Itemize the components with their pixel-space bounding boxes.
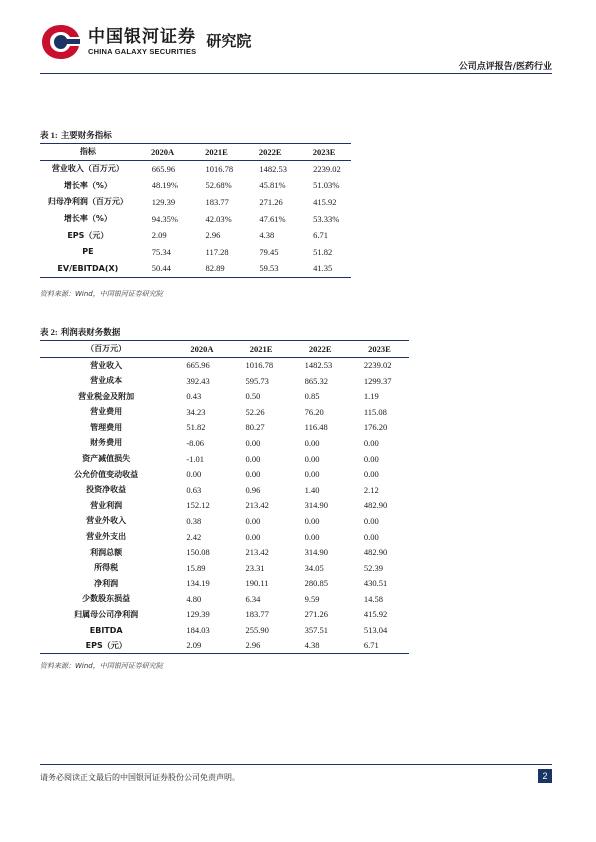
income-statement-table bbox=[40, 340, 409, 654]
table-cell: 23.31 bbox=[245, 562, 265, 573]
row-label: EBITDA bbox=[89, 625, 123, 635]
row-label: 公允价值变动收益 bbox=[74, 469, 139, 479]
row-label: 所得税 bbox=[94, 563, 119, 573]
table-cell: 94.35% bbox=[151, 213, 178, 224]
table-cell: 213.42 bbox=[245, 547, 269, 558]
table-row bbox=[40, 177, 351, 194]
row-label: EPS（元） bbox=[67, 230, 109, 240]
table-cell: 0.00 bbox=[304, 469, 320, 480]
table-cell: 52.68% bbox=[205, 180, 232, 191]
table-cell: 213.42 bbox=[245, 500, 269, 511]
table-row bbox=[40, 466, 409, 482]
table-cell: 1299.37 bbox=[363, 375, 392, 386]
table-cell: 76.20 bbox=[304, 406, 324, 417]
table-cell: 176.20 bbox=[363, 422, 388, 433]
table-cell: 2.42 bbox=[186, 531, 202, 542]
table-cell: -1.01 bbox=[186, 453, 205, 464]
row-label: 管理费用 bbox=[90, 422, 123, 432]
table-cell: 0.00 bbox=[186, 469, 202, 480]
table-row bbox=[40, 260, 351, 277]
table-cell: 2.96 bbox=[205, 230, 221, 241]
table-cell: 6.34 bbox=[245, 593, 261, 604]
table-row bbox=[40, 210, 351, 227]
table-cell: 115.08 bbox=[363, 406, 387, 417]
table2-title-label: 表 2: bbox=[40, 327, 58, 337]
table-row bbox=[40, 529, 409, 545]
table-cell: 51.03% bbox=[313, 180, 340, 191]
table-cell: 271.26 bbox=[304, 609, 329, 620]
table-cell: 0.00 bbox=[363, 437, 379, 448]
column-header: 2021E bbox=[232, 341, 291, 358]
logo-en-text: CHINA GALAXY SECURITIES bbox=[88, 47, 197, 56]
table2-source: 资料来源：Wind，中国银河证券研究院 bbox=[40, 662, 163, 670]
row-label: EV/EBITDA(X) bbox=[40, 260, 136, 277]
table-cell: 271.26 bbox=[259, 196, 283, 207]
table-cell: 6.71 bbox=[350, 638, 409, 654]
table-row bbox=[40, 638, 409, 654]
row-label: 营业费用 bbox=[90, 407, 123, 417]
key-financial-indicators-table bbox=[40, 143, 351, 278]
table1-title bbox=[40, 129, 112, 141]
table-cell: 4.38 bbox=[291, 638, 350, 654]
table1-source: 资料来源：Wind，中国银河证券研究院 bbox=[40, 290, 163, 298]
column-header: 2020A bbox=[136, 144, 190, 161]
table-cell: 357.51 bbox=[304, 625, 329, 636]
table-cell: 0.63 bbox=[186, 484, 202, 495]
table-row bbox=[40, 591, 409, 607]
table-cell: 6.71 bbox=[313, 230, 329, 241]
table-row bbox=[40, 227, 351, 244]
table-cell: 152.12 bbox=[186, 500, 210, 511]
table-row bbox=[40, 244, 351, 261]
table-header-row bbox=[40, 144, 351, 161]
row-label: 利润总额 bbox=[90, 547, 123, 557]
row-label: 少数股东损益 bbox=[82, 594, 131, 604]
table-cell: 482.90 bbox=[363, 500, 388, 511]
table-cell: 2.09 bbox=[172, 638, 231, 654]
table1-title-text: 主要财务指标 bbox=[60, 131, 112, 141]
table-cell: 0.00 bbox=[245, 515, 261, 526]
table-row bbox=[40, 544, 409, 560]
table-row bbox=[40, 482, 409, 498]
row-label: 归属母公司净利润 bbox=[74, 609, 139, 619]
row-label: 营业利润 bbox=[90, 500, 123, 510]
table-row bbox=[40, 435, 409, 451]
footer-divider bbox=[40, 764, 552, 765]
table-row bbox=[40, 357, 409, 373]
logo-cn-text: 中国银河证券 bbox=[88, 27, 196, 47]
table-cell: 0.96 bbox=[245, 484, 261, 495]
row-label: PE bbox=[82, 247, 94, 257]
table-cell: 14.58 bbox=[363, 593, 383, 604]
table-row bbox=[40, 451, 409, 467]
table-cell: 34.23 bbox=[186, 406, 206, 417]
table-cell: 59.53 bbox=[243, 260, 297, 277]
table-cell: 280.85 bbox=[304, 578, 329, 589]
table-cell: 183.77 bbox=[205, 196, 229, 207]
brand-logo bbox=[40, 20, 251, 64]
table-cell: 314.90 bbox=[304, 547, 329, 558]
table-cell: 415.92 bbox=[313, 196, 337, 207]
table-cell: 0.50 bbox=[245, 391, 261, 402]
table-cell: 45.81% bbox=[259, 180, 286, 191]
table-cell: 392.43 bbox=[186, 375, 210, 386]
row-label: 营业外支出 bbox=[86, 532, 127, 542]
table-cell: 2.96 bbox=[232, 638, 291, 654]
report-category-tag: 公司点评报告/医药行业 bbox=[458, 62, 552, 72]
table-cell: 47.61% bbox=[259, 213, 286, 224]
table-cell: 314.90 bbox=[304, 500, 329, 511]
column-header: 2020A bbox=[172, 341, 231, 358]
table-cell: 1016.78 bbox=[205, 163, 234, 174]
table-cell: 0.00 bbox=[245, 531, 261, 542]
row-label: EPS（元） bbox=[40, 638, 172, 654]
row-label: 资产减值损失 bbox=[82, 454, 131, 464]
table-cell: 2.12 bbox=[363, 484, 379, 495]
table-cell: 2239.02 bbox=[313, 163, 341, 174]
table-cell: 665.96 bbox=[186, 360, 210, 371]
logo-institute-text: 研究院 bbox=[206, 31, 252, 50]
logo-wordmark bbox=[88, 27, 196, 57]
table-row bbox=[40, 194, 351, 211]
table-cell: 255.90 bbox=[245, 625, 269, 636]
table-cell: 0.00 bbox=[363, 453, 379, 464]
table-cell: 79.45 bbox=[259, 246, 279, 257]
row-label: 营业税金及附加 bbox=[78, 391, 135, 401]
table-cell: 1482.53 bbox=[259, 163, 287, 174]
table-cell: 50.44 bbox=[136, 260, 190, 277]
table-cell: 116.48 bbox=[304, 422, 328, 433]
table-row bbox=[40, 498, 409, 514]
table-cell: 129.39 bbox=[186, 609, 210, 620]
table-cell: 865.32 bbox=[304, 375, 329, 386]
table-cell: 41.35 bbox=[297, 260, 351, 277]
table-cell: 0.00 bbox=[245, 453, 261, 464]
row-label: 归母净利润（百万元） bbox=[47, 197, 128, 207]
table-row bbox=[40, 576, 409, 592]
table-cell: 51.82 bbox=[186, 422, 206, 433]
table-cell: 0.00 bbox=[304, 531, 320, 542]
table-row bbox=[40, 388, 409, 404]
table-cell: 51.82 bbox=[313, 246, 333, 257]
table-cell: 595.73 bbox=[245, 375, 269, 386]
table-cell: 9.59 bbox=[304, 593, 320, 604]
table-cell: 2239.02 bbox=[363, 360, 392, 371]
table-cell: 2.09 bbox=[151, 230, 167, 241]
column-header: 指标 bbox=[40, 144, 136, 161]
table-row bbox=[40, 513, 409, 529]
table-row bbox=[40, 373, 409, 389]
row-label: 增长率（%） bbox=[63, 180, 112, 190]
table-cell: 4.38 bbox=[259, 230, 275, 241]
table-cell: 513.04 bbox=[363, 625, 388, 636]
table-cell: 4.80 bbox=[186, 593, 202, 604]
table-cell: 0.00 bbox=[363, 531, 379, 542]
table-cell: 430.51 bbox=[363, 578, 388, 589]
row-label: 营业收入（百万元） bbox=[51, 164, 124, 174]
row-label: 营业外收入 bbox=[86, 516, 127, 526]
table-cell: 482.90 bbox=[363, 547, 388, 558]
table-cell: 183.77 bbox=[245, 609, 269, 620]
table-cell: 15.89 bbox=[186, 562, 206, 573]
row-label: 增长率（%） bbox=[63, 214, 112, 224]
table-cell: 80.27 bbox=[245, 422, 265, 433]
table-cell: 0.85 bbox=[304, 391, 320, 402]
column-header: 2021E bbox=[190, 144, 244, 161]
column-header: 2023E bbox=[297, 144, 351, 161]
disclaimer-text: 请务必阅读正文最后的中国银河证券股份公司免责声明。 bbox=[40, 773, 240, 782]
row-label: 营业收入 bbox=[90, 360, 123, 370]
table-cell: 0.00 bbox=[304, 453, 320, 464]
column-header: 2022E bbox=[243, 144, 297, 161]
table-row bbox=[40, 607, 409, 623]
table-cell: 665.96 bbox=[151, 163, 176, 174]
table-row bbox=[40, 404, 409, 420]
column-header: 2022E bbox=[291, 341, 350, 358]
table-cell: 0.43 bbox=[186, 391, 202, 402]
row-label: 投资净收益 bbox=[86, 485, 127, 495]
table-cell: 34.05 bbox=[304, 562, 324, 573]
table-cell: 52.26 bbox=[245, 406, 265, 417]
table-cell: 42.03% bbox=[205, 213, 232, 224]
table-cell: 117.28 bbox=[205, 246, 229, 257]
row-label: 财务费用 bbox=[90, 438, 123, 448]
table-cell: 1016.78 bbox=[245, 360, 274, 371]
row-label: 净利润 bbox=[94, 578, 119, 588]
column-header: 2023E bbox=[350, 341, 409, 358]
table-cell: 415.92 bbox=[363, 609, 388, 620]
table-cell: 0.00 bbox=[363, 515, 379, 526]
table-row bbox=[40, 420, 409, 436]
table-cell: 190.11 bbox=[245, 578, 269, 589]
table-cell: 150.08 bbox=[186, 547, 210, 558]
table-cell: 75.34 bbox=[151, 246, 171, 257]
table-cell: 184.03 bbox=[186, 625, 210, 636]
page-number: 2 bbox=[538, 769, 552, 783]
table-cell: 0.00 bbox=[363, 469, 379, 480]
table-cell: 0.00 bbox=[245, 469, 261, 480]
table2-title bbox=[40, 326, 120, 338]
table-cell: 0.38 bbox=[186, 515, 202, 526]
galaxy-logo-icon bbox=[40, 22, 82, 62]
row-label: 营业成本 bbox=[90, 376, 123, 386]
table-cell: 129.39 bbox=[151, 196, 176, 207]
table2-title-text: 利润表财务数据 bbox=[60, 328, 121, 338]
table-cell: 52.39 bbox=[363, 562, 383, 573]
column-header: （百万元） bbox=[40, 341, 172, 358]
table-cell: 0.00 bbox=[245, 437, 261, 448]
table-header-row bbox=[40, 341, 409, 358]
table-row bbox=[40, 160, 351, 177]
table-cell: 53.33% bbox=[313, 213, 340, 224]
table-cell: 48.19% bbox=[151, 180, 178, 191]
table-cell: 0.00 bbox=[304, 437, 320, 448]
table-cell: 82.89 bbox=[190, 260, 244, 277]
table-row bbox=[40, 560, 409, 576]
table-cell: -8.06 bbox=[186, 437, 205, 448]
table-cell: 134.19 bbox=[186, 578, 210, 589]
table-cell: 0.00 bbox=[304, 515, 320, 526]
table1-title-label: 表 1: bbox=[40, 130, 58, 140]
header-divider bbox=[40, 73, 552, 74]
table-row bbox=[40, 622, 409, 638]
table-cell: 1482.53 bbox=[304, 360, 333, 371]
table-cell: 1.40 bbox=[304, 484, 320, 495]
table-cell: 1.19 bbox=[363, 391, 379, 402]
